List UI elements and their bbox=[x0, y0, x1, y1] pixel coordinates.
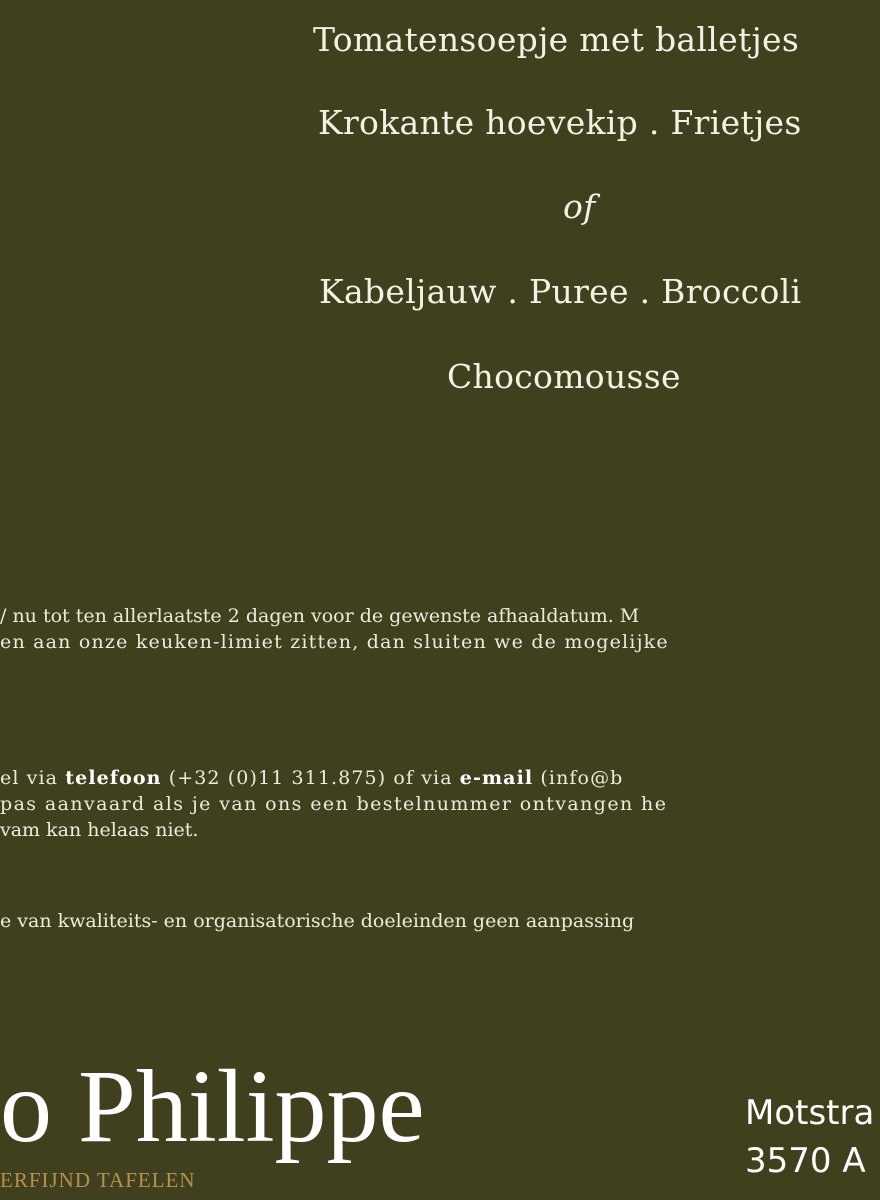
ordering-paragraph bbox=[0, 765, 880, 843]
address-city: 3570 A bbox=[745, 1141, 866, 1181]
order-deadline-paragraph bbox=[0, 603, 880, 655]
menu-item-main-1: Krokante hoevekip . Frietjes bbox=[318, 103, 802, 142]
ordering-text-3: (info@b bbox=[533, 767, 624, 789]
ordering-text-2: (+32 (0)11 311.875) of via bbox=[161, 767, 460, 789]
adjustments-line-1: e van kwaliteits- en organisatorische doeleinden geen aanpassing bbox=[0, 910, 635, 932]
phone-label: telefoon bbox=[65, 767, 162, 789]
menu-item-starter: Tomatensoepje met balletjes bbox=[313, 20, 800, 59]
email-label: e-mail bbox=[459, 767, 534, 789]
ordering-line-3: vam kan helaas niet. bbox=[0, 819, 199, 841]
menu-item-dessert: Chocomousse bbox=[447, 357, 681, 396]
menu-item-or: of bbox=[563, 187, 596, 226]
order-deadline-line-1: / nu tot ten allerlaatste 2 dagen voor de gewenste afhaaldatum. M bbox=[0, 605, 640, 627]
order-deadline-line-2: en aan onze keuken-limiet zitten, dan sluiten we de mogelijke bbox=[0, 631, 669, 653]
ordering-text-1: el via bbox=[0, 767, 66, 789]
logo-wordmark: o Philippe bbox=[0, 1049, 425, 1164]
adjustments-paragraph bbox=[0, 908, 880, 934]
address-street: Motstra bbox=[745, 1093, 875, 1133]
menu-item-main-2: Kabeljauw . Puree . Broccoli bbox=[319, 272, 802, 311]
ordering-line-2: pas aanvaard als je van ons een bestelnummer ontvangen he bbox=[0, 793, 668, 815]
ordering-line-1 bbox=[0, 765, 880, 791]
logo-tagline: ERFIJND TAFELEN bbox=[0, 1168, 196, 1192]
